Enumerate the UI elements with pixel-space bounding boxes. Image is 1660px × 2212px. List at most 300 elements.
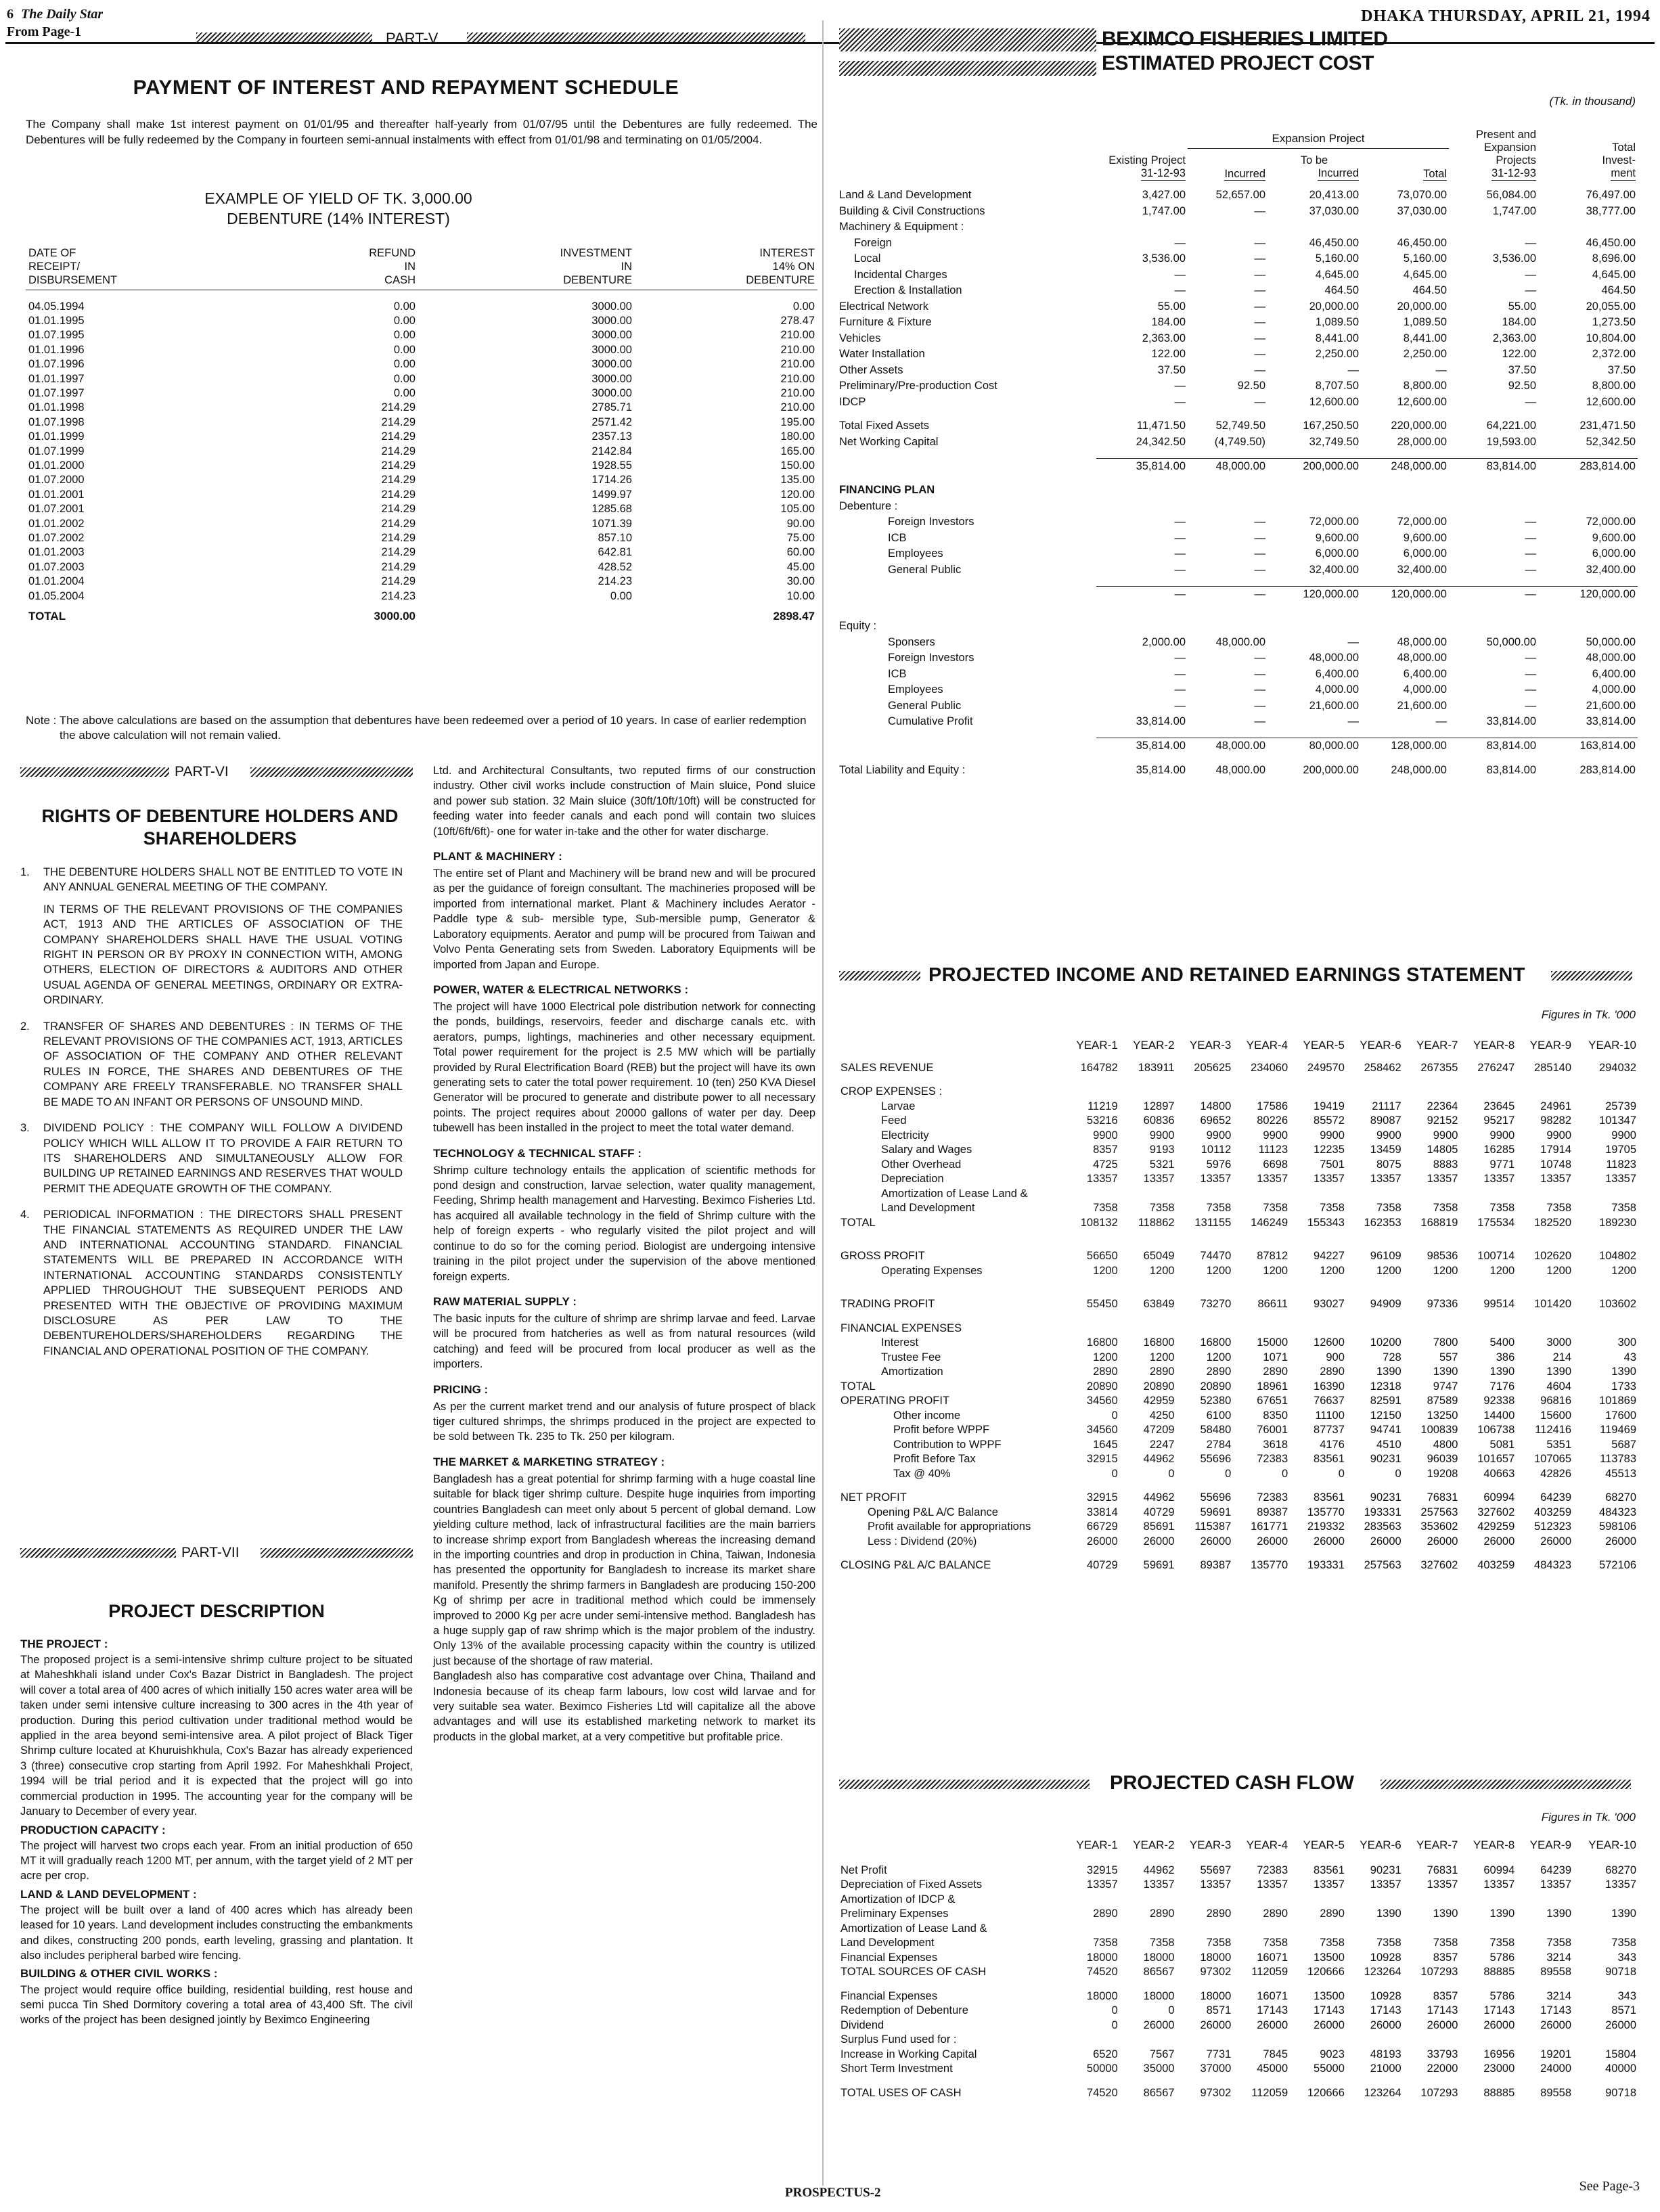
cost-value: [1361, 618, 1449, 635]
row-value: [1459, 1322, 1516, 1336]
row-value: [1176, 1085, 1233, 1100]
row-value: 0: [1338, 1467, 1345, 1480]
row-value: 89558: [1540, 2086, 1572, 2099]
row-value: 95217: [1483, 1114, 1515, 1127]
row-value: 74470: [1200, 1250, 1232, 1262]
table-cell: 3000.00: [591, 386, 632, 399]
row-value: 87737: [1314, 1424, 1345, 1436]
row-value: 4725: [1093, 1158, 1118, 1171]
row-label: Trustee Fee: [881, 1351, 941, 1363]
cost-label: Employees: [888, 683, 943, 696]
row-value: 135770: [1307, 1506, 1345, 1518]
cost-label: Other Assets: [839, 363, 903, 376]
row-value: [1062, 1922, 1119, 1937]
cost-row: [839, 315, 1638, 331]
table-row: [26, 300, 817, 314]
table-row: [839, 1172, 1638, 1187]
cost-value: 120,000.00: [1268, 586, 1361, 602]
row-value: 18961: [1257, 1380, 1288, 1393]
row-value: 14800: [1200, 1100, 1232, 1112]
cost-value: 6,000.00: [1592, 547, 1636, 560]
row-value: 32915: [1086, 1453, 1118, 1465]
cost-value: —: [1254, 715, 1265, 727]
cost-value: —: [1254, 236, 1265, 249]
cost-value: —: [1435, 363, 1447, 376]
row-value: 97302: [1200, 2086, 1232, 2099]
project-cost-table: [839, 129, 1638, 778]
cost-value: 283,814.00: [1538, 458, 1638, 474]
row-value: 13357: [1200, 1173, 1232, 1185]
table-cell: 210.00: [780, 329, 815, 342]
table-cell: 01.01.1995: [28, 314, 85, 327]
year-header: YEAR-1: [1076, 1039, 1118, 1052]
cost-value: [1449, 499, 1538, 515]
row-value: 283563: [1364, 1520, 1401, 1533]
row-value: 44962: [1143, 1491, 1175, 1504]
row-value: 17143: [1540, 2004, 1572, 2016]
row-label: Short Term Investment: [840, 2062, 953, 2075]
row-value: 89087: [1370, 1114, 1401, 1127]
row-value: 1200: [1376, 1264, 1401, 1277]
cost-label: ICB: [888, 667, 907, 680]
row-value: 7358: [1149, 1202, 1175, 1214]
row-value: 16800: [1143, 1336, 1175, 1349]
row-value: 285140: [1533, 1061, 1572, 1074]
row-value: 53216: [1086, 1114, 1118, 1127]
row-value: 8075: [1376, 1158, 1401, 1171]
row-label: Increase in Working Capital: [840, 2048, 977, 2060]
row-value: 161771: [1251, 1520, 1288, 1533]
cost-row: [839, 267, 1638, 284]
cost-value: 21,600.00: [1309, 699, 1359, 712]
cost-value: 64,221.00: [1486, 420, 1536, 432]
row-value: 8357: [1093, 1144, 1118, 1156]
table-cell: 01.01.2001: [28, 488, 85, 501]
cost-label: Land & Land Development: [839, 189, 972, 201]
row-value: 86567: [1143, 1966, 1175, 1978]
cost-value: 37,030.00: [1397, 204, 1447, 217]
divider-hatch: [839, 971, 920, 980]
cost-value: [1188, 219, 1268, 235]
row-value: 115387: [1194, 1520, 1232, 1533]
table-row: [839, 1893, 1638, 1908]
cost-label: General Public: [888, 563, 962, 576]
table-row: [839, 2018, 1638, 2033]
cost-value: 33,814.00: [1136, 715, 1186, 727]
cost-value: 464.50: [1324, 284, 1359, 296]
row-value: 0: [1111, 2018, 1118, 2031]
row-value: 11100: [1315, 1409, 1345, 1422]
table-row: [26, 415, 817, 430]
year-header: YEAR-2: [1133, 1838, 1175, 1851]
row-value: 112059: [1251, 2086, 1288, 2099]
cost-row: [839, 754, 1638, 763]
cost-label: Sponsers: [888, 635, 935, 648]
part5-title: PAYMENT OF INTEREST AND REPAYMENT SCHEDULE: [133, 76, 679, 99]
section-text: The project will have 1000 Electrical pole distribution network for connecting the ponds, buildings, reservoirs, feeder and discharge canals etc. with aerators, pumps, lightings, machineries and other necessary equipment. Total power requirement for the project is 2.5 MW which will be partially provided by Rural Electrification Board (REB) but the project will have its own generating sets to cater the total power requirement. 10 (ten) 250 KVA Diesel Generator will be procured to generate and distribute power to all necessary points. The project requires about 20000 gallons of water per day. Deep tubewell has been installed in the project to meet the total water demand.: [433, 1000, 815, 1135]
cost-value: —: [1347, 635, 1359, 648]
cost-label: Water Installation: [839, 348, 925, 360]
table-row: [839, 1520, 1638, 1535]
cost-row: [839, 730, 1638, 738]
table-row: [26, 401, 817, 415]
cost-value: —: [1254, 300, 1265, 313]
section-heading: THE MARKET & MARKETING STRATEGY :: [433, 1455, 665, 1468]
row-value: 26000: [1540, 1535, 1572, 1548]
row-value: 8883: [1433, 1158, 1458, 1171]
cost-label: Local: [854, 252, 881, 265]
table-cell: 3000.00: [591, 329, 632, 342]
table-row: [839, 1351, 1638, 1365]
row-label: Tax @ 40%: [893, 1467, 951, 1480]
cost-row: [839, 698, 1638, 715]
row-value: 3000: [1546, 1336, 1572, 1349]
col-investment-header: INVESTMENT IN DEBENTURE: [418, 246, 635, 290]
row-value: 26000: [1483, 1535, 1515, 1548]
row-value: 83561: [1314, 1453, 1345, 1465]
row-value: 9193: [1149, 1144, 1175, 1156]
row-value: 26000: [1257, 2018, 1288, 2031]
row-value: 327602: [1477, 1506, 1515, 1518]
row-label: Feed: [881, 1114, 907, 1127]
cost-value: —: [1525, 683, 1536, 696]
row-label: Net Profit: [840, 1864, 887, 1876]
row-label: Preliminary Expenses: [840, 1908, 949, 1920]
cashflow-unit: Figures in Tk. '000: [1541, 1811, 1636, 1824]
row-value: 343: [1617, 1989, 1636, 2002]
row-value: 50000: [1086, 2062, 1118, 2075]
row-value: 249570: [1307, 1061, 1345, 1074]
cost-value: 32,749.50: [1309, 435, 1359, 448]
row-value: 0: [1111, 2004, 1118, 2016]
row-value: 60836: [1143, 1114, 1175, 1127]
row-value: [1232, 1187, 1289, 1202]
table-row: [26, 502, 817, 516]
cost-value: 55.00: [1157, 300, 1186, 313]
cost-value: 21,600.00: [1586, 699, 1636, 712]
cost-value: 2,000.00: [1142, 635, 1186, 648]
item-text: DIVIDEND POLICY : THE COMPANY WILL FOLLOW A DIVIDEND POLICY WHICH WILL ALLOW IT TO PROVIDE A FAIR RETURN TO ITS SHAREHOLDERS AND SIMULTANEOUSLY ALLOW FOR BUILDING UP RETAINED EARNINGS AND RESERVES THAT WOULD PERMIT THE ADEQUATE GROWTH OF THE COMPANY.: [43, 1122, 403, 1195]
row-value: 258462: [1364, 1061, 1401, 1074]
total-header: Total: [1423, 168, 1447, 180]
row-value: 12235: [1314, 1144, 1345, 1156]
cost-value: [1538, 482, 1638, 499]
cost-row: [839, 482, 1638, 499]
year-header: YEAR-9: [1529, 1039, 1572, 1052]
part6-label: PART-VI: [175, 764, 229, 780]
row-value: 7358: [1263, 1937, 1288, 1949]
row-value: 26000: [1370, 1535, 1401, 1548]
cost-value: —: [1174, 531, 1186, 544]
row-value: 1390: [1546, 1908, 1572, 1920]
cost-value: [1188, 499, 1268, 515]
cost-value: [1268, 482, 1361, 499]
row-value: 386: [1496, 1351, 1515, 1363]
row-value: 96109: [1370, 1250, 1401, 1262]
row-value: 9900: [1376, 1129, 1401, 1142]
table-row: [839, 2077, 1638, 2086]
cost-value: —: [1254, 699, 1265, 712]
row-value: 94909: [1370, 1298, 1401, 1310]
row-label: TOTAL: [840, 1380, 876, 1393]
cost-value: 120,000.00: [1538, 586, 1638, 602]
row-value: 0: [1225, 1467, 1232, 1480]
row-value: 40663: [1483, 1467, 1515, 1480]
row-value: 43: [1623, 1351, 1636, 1363]
row-label: Profit Before Tax: [893, 1453, 976, 1465]
row-label: Amortization of Lease Land &: [881, 1187, 1028, 1200]
row-value: 14400: [1483, 1409, 1515, 1422]
row-label: Profit available for appropriations: [868, 1520, 1031, 1533]
row-value: 26000: [1200, 1535, 1232, 1548]
row-value: 5976: [1206, 1158, 1232, 1171]
table-row: [839, 1907, 1638, 1922]
row-value: 2890: [1093, 1908, 1118, 1920]
dateline: DHAKA THURSDAY, APRIL 21, 1994: [1361, 7, 1651, 25]
row-value: [1403, 2033, 1460, 2048]
row-value: 10200: [1370, 1336, 1401, 1349]
table-cell: 01.07.1997: [28, 386, 85, 399]
row-value: 1200: [1093, 1264, 1118, 1277]
rights-item: [20, 1121, 403, 1196]
cost-value: [1096, 499, 1188, 515]
table-cell: 75.00: [786, 532, 815, 544]
cost-value: 184.00: [1151, 316, 1186, 328]
row-value: 88885: [1483, 1966, 1515, 1978]
row-value: 92338: [1483, 1395, 1515, 1407]
cost-label: [839, 458, 1096, 474]
row-value: [1346, 1322, 1403, 1336]
cost-value: 48,000.00: [1397, 652, 1447, 664]
table-cell: 214.29: [381, 401, 416, 414]
table-row: [26, 343, 817, 357]
table-row: [839, 1535, 1638, 1550]
item-text: PERIODICAL INFORMATION : THE DIRECTORS SHALL PRESENT THE FINANCIAL STATEMENTS AS REQUIRED UNDER THE LAW AND INTERNATIONAL ACCOUNTING STANDARD. FINANCIAL STATEMENTS WILL BE PREPARED IN ACCORDANCE WITH INTERNATIONAL ACCOUNTING STANDARDS CONSISTENTLY APPLIED THROUGHOUT THE SUBSEQUENT PERIODS AND PRESENTED WITH THE OBJECTIVE OF PROVIDING MAXIMUM DISCLOSURE AS PER LAW TO THE DEBENTUREHOLDERS/SHAREHOLDERS REGARDING THE FINANCIAL AND OPERATIONAL POSITION OF THE COMPANY.: [43, 1209, 403, 1357]
cost-value: 80,000.00: [1268, 738, 1361, 754]
table-row: [839, 1187, 1638, 1202]
cost-value: 20,000.00: [1309, 300, 1359, 313]
section-heading: PLANT & MACHINERY :: [433, 850, 562, 863]
year-header: YEAR-5: [1303, 1039, 1345, 1052]
row-value: 98536: [1427, 1250, 1458, 1262]
cost-value: 52,749.50: [1215, 420, 1265, 432]
cost-value: —: [1096, 586, 1188, 602]
row-value: 193331: [1307, 1559, 1345, 1571]
row-value: 40729: [1143, 1506, 1175, 1518]
cost-value: —: [1525, 516, 1536, 528]
section-text: The basic inputs for the culture of shrimp are shrimp larvae and feed. Larvae will be procured from hatcheries as well as from natural resources (wild catching) and feed will be procured from local producer as well as the importers.: [433, 1312, 815, 1371]
cost-value: 48,000.00: [1215, 635, 1265, 648]
row-value: 89558: [1540, 1966, 1572, 1978]
cost-value: —: [1174, 699, 1186, 712]
cost-label: [839, 738, 1096, 754]
row-value: 34560: [1086, 1395, 1118, 1407]
row-value: 89387: [1200, 1559, 1232, 1571]
item-number: 2.: [20, 1020, 30, 1033]
row-value: 10748: [1540, 1158, 1572, 1171]
part7-label: PART-VII: [181, 1545, 240, 1560]
row-value: 63849: [1143, 1298, 1175, 1310]
cost-value: —: [1525, 699, 1536, 712]
cost-value: —: [1254, 395, 1265, 408]
row-value: 9747: [1433, 1380, 1458, 1393]
row-value: 484323: [1598, 1506, 1636, 1518]
cost-value: —: [1254, 563, 1265, 576]
row-value: 300: [1617, 1336, 1636, 1349]
row-value: 8571: [1611, 2004, 1636, 2016]
row-label: TOTAL: [840, 1216, 876, 1229]
income-unit: Figures in Tk. '000: [1541, 1008, 1636, 1021]
table-cell: 214.23: [381, 589, 416, 602]
row-value: 58480: [1200, 1424, 1232, 1436]
table-row: [839, 2062, 1638, 2077]
cost-value: 2,372.00: [1592, 348, 1636, 360]
row-value: 96816: [1540, 1395, 1572, 1407]
row-value: 3214: [1546, 1951, 1572, 1964]
row-value: 13357: [1086, 1878, 1118, 1891]
cost-value: —: [1525, 667, 1536, 680]
row-value: 52380: [1200, 1395, 1232, 1407]
row-value: 8350: [1263, 1409, 1288, 1422]
row-value: 93027: [1314, 1298, 1345, 1310]
row-value: 13357: [1427, 1878, 1458, 1891]
divider-hatch: [839, 1780, 1090, 1789]
row-value: 7358: [1376, 1937, 1401, 1949]
cost-label: IDCP: [839, 395, 866, 408]
row-value: 97302: [1200, 1966, 1232, 1978]
row-value: 1645: [1093, 1438, 1118, 1451]
row-value: [1516, 1187, 1573, 1202]
table-cell: 0.00: [393, 386, 416, 399]
cost-value: 2,363.00: [1142, 332, 1186, 344]
section-text: The project will be built over a land of 400 acres which has already been leased for 10 years. Land development includes constructing the embankments and dikes, constructing 200 ponds, earth leveling, grassing and plantation. It also includes peripheral barbed wire fencing.: [20, 1903, 413, 1962]
row-value: 16956: [1483, 2048, 1515, 2060]
cost-label: Total Liability and Equity :: [839, 763, 966, 776]
row-value: 7358: [1433, 1937, 1458, 1949]
section-text: Bangladesh has a great potential for shrimp farming with a huge coastal line suitable for black tiger shrimp culture. Despite huge inquiries from importing countries Bangladesh can meet only about 5 percent of global demand. Low yielding culture method, lack of infrastructural facilities are the main barriers to increase shrimp export from Bangladesh whereas the increasing demand in the importing countries and drop in production in China, Taiwan, Indonesia has presented the opportunity for Bangladesh to increase its market share manifold. Presently the shrimp farmers in Bangladesh are producing 150-200 Kg of shrimp per acre in traditional method which could be immensely improved to 2000 Kg per acre under semi-intensive method. Bangladesh has a huge supply gap of raw shrimp which is the major problem of the industry. Only 13% of the available processing capacity within the country is utilized just because of the shortage of raw material.: [433, 1472, 815, 1667]
cost-value: 48,000.00: [1188, 738, 1268, 754]
item-number: 1.: [20, 866, 30, 878]
cost-value: 83,814.00: [1449, 738, 1538, 754]
table-row: [839, 1936, 1638, 1951]
cost-row: [839, 434, 1638, 451]
table-row: [839, 1230, 1638, 1240]
cost-row: [839, 204, 1638, 220]
divider-hatch: [196, 32, 372, 42]
cost-label: Furniture & Fixture: [839, 316, 932, 328]
cost-label: Machinery & Equipment :: [839, 221, 964, 233]
example-subtitle: DEBENTURE (14% INTEREST): [227, 210, 450, 227]
row-value: [1119, 2033, 1176, 2048]
cost-value: 12,600.00: [1309, 395, 1359, 408]
item-extra-text: IN TERMS OF THE RELEVANT PROVISIONS OF THE COMPANIES ACT, 1913 AND THE ARTICLES OF ASSOCIATION OF THE COMPANY SHAREHOLDERS SHALL HAVE THE USUAL VOTING RIGHT IN PERSON OR BY PROXY IN CONNECTION WITH, AMONG OTHERS, ELECTION OF DIRECTORS & AUDITORS AND OTHER USUAL AGENDA OF GENERAL MEETINGS, ORDINARY OR EXTRA-ORDINARY.: [43, 903, 403, 1007]
row-value: 276247: [1477, 1061, 1515, 1074]
row-value: 120666: [1307, 2086, 1345, 2099]
row-value: 55696: [1200, 1491, 1232, 1504]
cost-value: —: [1254, 531, 1265, 544]
row-value: 4176: [1320, 1438, 1345, 1451]
table-row: [26, 430, 817, 444]
part5-label: PART-V: [386, 30, 439, 47]
table-header-row: [26, 246, 817, 290]
cost-row: [839, 299, 1638, 315]
divider-hatch: [467, 32, 805, 42]
row-value: 119469: [1600, 1424, 1636, 1436]
part7-title: PROJECT DESCRIPTION: [108, 1601, 325, 1621]
row-value: 429259: [1477, 1520, 1515, 1533]
row-value: 7358: [1433, 1202, 1458, 1214]
row-value: 13357: [1370, 1878, 1401, 1891]
cost-value: [1188, 482, 1268, 499]
row-value: 4800: [1433, 1438, 1458, 1451]
row-value: 13357: [1143, 1173, 1175, 1185]
row-value: [1459, 1922, 1516, 1937]
row-value: 12318: [1370, 1380, 1401, 1393]
table-row: [26, 488, 817, 502]
table-row: [839, 1394, 1638, 1409]
section-text: Shrimp culture technology entails the application of scientific methods for pond design and construction, larvae selection, water quality management, Feeding, Shrimp health management and Harvesting. Beximco Fisheries Ltd. has acquired all available technology in the field of Shrimp culture with the help of foreign experts - who regularly visited the pilot project and will continue to do so for the coming period. Biologist are undergoing intensive training in the pilot project under the supervision of the above mentioned foreign experts.: [433, 1164, 815, 1283]
row-label: Amortization: [881, 1365, 943, 1378]
row-label: Land Development: [840, 1937, 935, 1949]
total-cell: 2898.47: [773, 610, 815, 623]
cost-label: ICB: [888, 531, 907, 544]
cost-value: —: [1525, 284, 1536, 296]
cost-value: 8,696.00: [1592, 252, 1636, 265]
row-label: Amortization of IDCP &: [840, 1893, 956, 1905]
row-label: Interest: [881, 1336, 919, 1349]
row-value: 900: [1326, 1351, 1345, 1363]
row-value: 17143: [1483, 2004, 1515, 2016]
row-label: Less : Dividend (20%): [868, 1535, 977, 1548]
cost-value: 35,814.00: [1136, 763, 1186, 776]
continued-text: Ltd. and Architectural Consultants, two reputed firms of our construction industry. Other civil works include construction of Main sluice, Pond sluice and power sub station. 32 Main sluice (30ft/10ft/10ft) will be constructed for feeding water into feeder canals and each pond will contain two sluices (10ft/6ft/6ft)- one for water in-take and the other for water discharge.: [433, 765, 815, 838]
row-value: 16800: [1086, 1336, 1118, 1349]
row-value: 9900: [1489, 1129, 1515, 1142]
cost-value: 50,000.00: [1486, 635, 1536, 648]
row-value: 9771: [1489, 1158, 1515, 1171]
row-value: [1289, 1322, 1346, 1336]
year-header: YEAR-6: [1360, 1039, 1401, 1052]
row-label: OPERATING PROFIT: [840, 1395, 950, 1407]
row-value: 16800: [1200, 1336, 1232, 1349]
company-name: BEXIMCO FISHERIES LIMITED: [1102, 28, 1388, 50]
row-value: 101347: [1598, 1114, 1636, 1127]
row-value: 13500: [1314, 1951, 1345, 1964]
cost-label: Net Working Capital: [839, 435, 939, 448]
row-value: 2890: [1263, 1908, 1288, 1920]
cost-value: 52,342.50: [1586, 435, 1636, 448]
table-cell: 214.29: [381, 532, 416, 544]
total-cell: 3000.00: [374, 610, 416, 623]
table-cell: 120.00: [780, 488, 815, 501]
cost-value: 21,600.00: [1397, 699, 1447, 712]
row-value: 13357: [1483, 1173, 1515, 1185]
row-value: 26000: [1427, 1535, 1458, 1548]
row-value: [1062, 2033, 1119, 2048]
row-value: [1232, 2033, 1289, 2048]
row-value: 26000: [1143, 1535, 1175, 1548]
table-row: [26, 445, 817, 459]
table-row: [26, 531, 817, 545]
row-value: 205625: [1194, 1061, 1232, 1074]
row-value: 107293: [1420, 1966, 1458, 1978]
row-value: 4250: [1149, 1409, 1175, 1422]
row-value: 214: [1552, 1351, 1572, 1363]
row-value: 60994: [1483, 1864, 1515, 1876]
table-cell: 0.00: [393, 372, 416, 385]
table-row: [839, 1989, 1638, 2004]
table-row: [839, 1264, 1638, 1279]
